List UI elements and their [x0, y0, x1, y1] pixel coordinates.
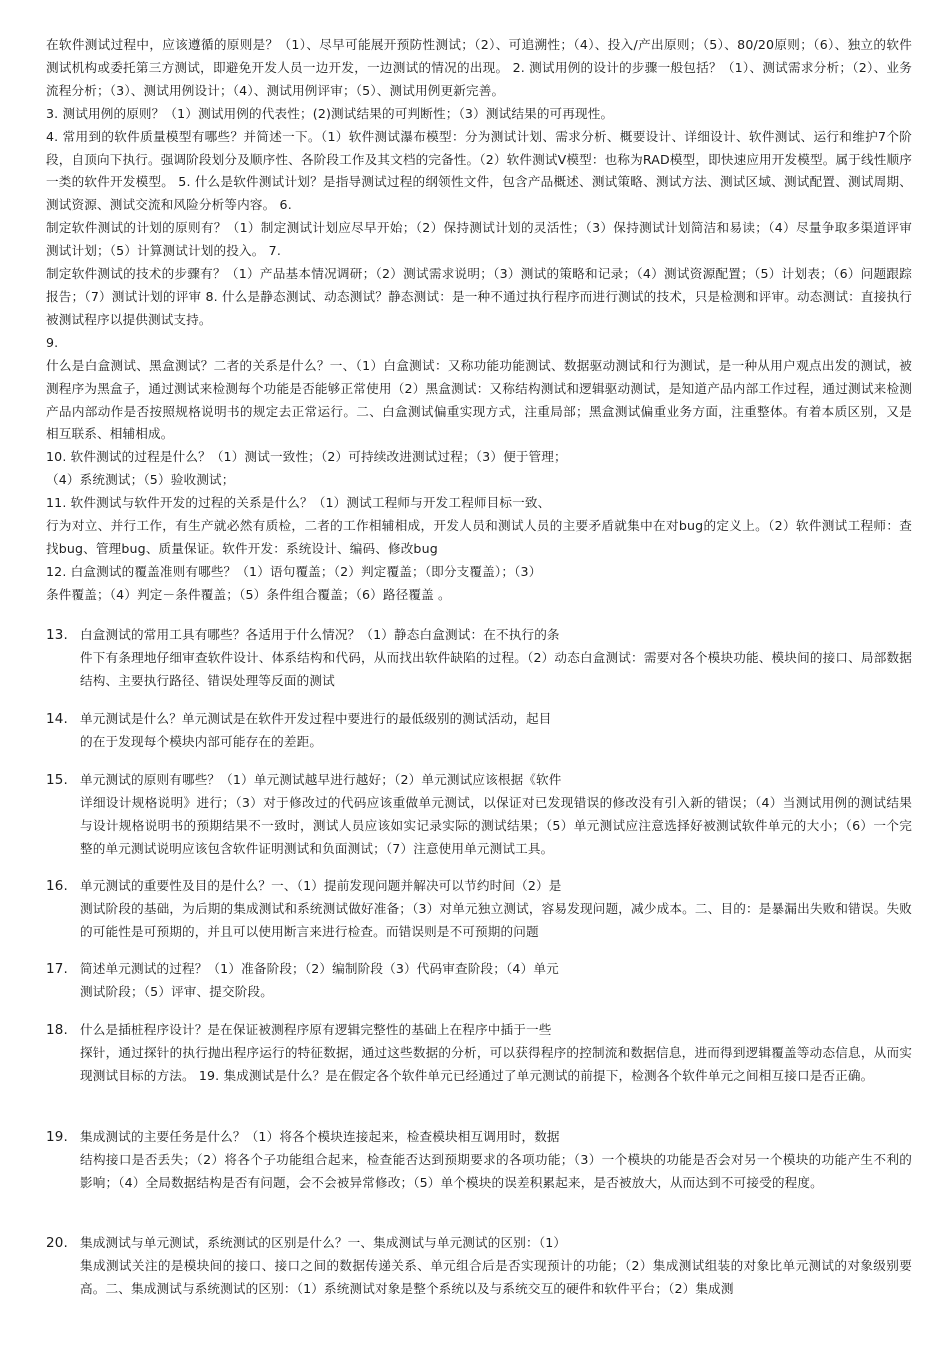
paragraph: 12. 白盒测试的覆盖准则有哪些？（1）语句覆盖；（2）判定覆盖；（即分支覆盖）；（3）: [46, 563, 542, 579]
paragraph: （4）系统测试；（5）验收测试；: [46, 472, 235, 488]
question-text: 的在于发现每个模块内部可能存在的差距。: [80, 733, 323, 749]
paragraph: 条件覆盖；（4）判定－条件覆盖；（5）条件组合覆盖；（6）路径覆盖 。: [46, 586, 451, 602]
question-first-line: 集成测试的主要任务是什么？（1）将各个模块连接起来，检查模块相互调用时，数据: [80, 1129, 560, 1144]
question-first-line: 单元测试是什么？单元测试是在软件开发过程中要进行的最低级别的测试活动，起目: [80, 711, 552, 726]
question-first-line: 单元测试的原则有哪些？（1）单元测试越早进行越好；（2）单元测试应该根据《软件: [80, 772, 562, 787]
question-first-line: 白盒测试的常用工具有哪些？各适用于什么情况？（1）静态白盒测试：在不执行的条: [80, 627, 560, 642]
paragraph: 10. 软件测试的过程是什么？（1）测试一致性；（2）可持续改进测试过程；（3）便于管理；: [46, 449, 567, 465]
question-number: 18.: [46, 1022, 68, 1038]
paragraph: 9.: [46, 334, 59, 350]
question-number: 15.: [46, 772, 68, 788]
question-item: [46, 1019, 912, 1088]
paragraph: 在软件测试过程中，应该遵循的原则是？（1）、尽早可能展开预防性测试；（2）、可追溯性；（4）、投入/产出原则；（5）、80/20原则；（6）、独立的软件测试机构或委托第三方测试，即避免开发人员一边开发，一边测试的情况的出现。 2. 测试用例的设计的步骤一般包括？（1）、测试需求分析；（2）、业务流程分析；（3）、测试用例设计；（4）、测试用例评审；（5）、测试用例更新完善。: [46, 37, 912, 98]
question-text: 探针，通过探针的执行抛出程序运行的特征数据，通过这些数据的分析，可以获得程序的控制流和数据信息，进而得到逻辑覆盖等动态信息，从而实现测试目标的方法。 19. 集成测试是什么？是在假定各个软件单元已经通过了单元测试的前提下，检测各个软件单元之间相互接口是否正确。: [80, 1044, 912, 1083]
paragraph: 11. 软件测试与软件开发的过程的关系是什么？（1）测试工程师与开发工程师目标一致、: [46, 495, 551, 511]
question-text: 详细设计规格说明》进行；（3）对于修改过的代码应该重做单元测试，以保证对已发现错误的修改没有引入新的错误；（4）当测试用例的测试结果与设计规格说明书的预期结果不一致时，测试人员应该如实记录实际的测试结果；（5）单元测试应注意选择好被测试软件单元的大小；（6）一个完整的单元测试说明应该包含软件证明测试和负面测试；（7）注意使用单元测试工具。: [80, 794, 912, 856]
paragraph: 4. 常用到的软件质量模型有哪些？并简述一下。（1）软件测试瀑布模型：分为测试计划、需求分析、概要设计、详细设计、软件测试、运行和维护7个阶段，自顶向下执行。强调阶段划分及顺序性、各阶段工作及其文档的完备性。（2）软件测试V模型：也称为RAD模型，即快速应用开发模型。属于线性顺序一类的软件开发模型。 5. 什么是软件测试计划？是指导测试过程的纲领性文件，包含产品概述、测试策略、测试方法、测试区域、测试配置、测试周期、测试资源、测试交流和风险分析等内容。 6.: [46, 128, 912, 213]
question-item: [46, 875, 912, 944]
question-first-line: 简述单元测试的过程？（1）准备阶段；（2）编制阶段（3）代码审查阶段；（4）单元: [80, 961, 559, 976]
paragraph: 行为对立、并行工作，有生产就必然有质检，二者的工作相辅相成，开发人员和测试人员的主要矛盾就集中在对bug的定义上。（2）软件测试工程师：查找bug、管理bug、质量保证。软件开发：系统设计、编码、修改bug: [46, 518, 912, 556]
question-item: [46, 769, 912, 861]
question-first-line: 什么是插桩程序设计？是在保证被测程序原有逻辑完整性的基础上在程序中插于一些: [80, 1022, 552, 1037]
question-number: 14.: [46, 711, 68, 727]
question-number: 20.: [46, 1235, 68, 1251]
question-item: [46, 958, 912, 1004]
question-text: 集成测试关注的是模块间的接口、接口之间的数据传递关系、单元组合后是否实现预计的功能；（2）集成测试组装的对象比单元测试的对象级别要高。二、集成测试与系统测试的区别：（1）系统测试对象是整个系统以及与系统交互的硬件和软件平台；（2）集成测: [80, 1257, 912, 1296]
question-text: 结构接口是否丢失；（2）将各个子功能组合起来，检查能否达到预期要求的各项功能；（3）一个模块的功能是否会对另一个模块的功能产生不利的影响；（4）全局数据结构是否有问题，会不会被异常修改；（5）单个模块的误差积累起来，是否被放大，从而达到不可接受的程度。: [80, 1151, 912, 1190]
question-item: [46, 1232, 912, 1301]
question-first-line: 集成测试与单元测试，系统测试的区别是什么？一、集成测试与单元测试的区别：（1）: [80, 1235, 567, 1250]
question-item: [46, 708, 912, 754]
question-item: [46, 624, 912, 693]
paragraph: 3. 测试用例的原则？（1）测试用例的代表性；(2)测试结果的可判断性；（3）测试结果的可再现性。: [46, 105, 614, 121]
question-number: 13.: [46, 627, 68, 643]
question-item: [46, 1126, 912, 1195]
intro-block: [46, 34, 912, 607]
question-number: 16.: [46, 878, 68, 894]
question-number: 19.: [46, 1129, 68, 1145]
question-number: 17.: [46, 961, 68, 977]
paragraph: 什么是白盒测试、黑盒测试？二者的关系是什么？一、（1）白盒测试：又称功能功能测试、数据驱动测试和行为测试，是一种从用户观点出发的测试，被测程序为黑盒子，通过测试来检测每个功能是否能够正常使用（2）黑盒测试：又称结构测试和逻辑驱动测试，是知道产品内部工作过程，通过测试来检测产品内部动作是否按照规格说明书的规定去正常运行。二、白盒测试偏重实现方式，注重局部；黑盒测试偏重业务方面，注重整体。有着本质区别，又是相互联系、相辅相成。: [46, 357, 912, 442]
paragraph: 制定软件测试的计划的原则有？（1）制定测试计划应尽早开始；（2）保持测试计划的灵活性；（3）保持测试计划简洁和易读；（4）尽量争取多渠道评审测试计划；（5）计算测试计划的投入。 7.: [46, 220, 912, 259]
question-text: 测试阶段；（5）评审、提交阶段。: [80, 983, 274, 999]
question-first-line: 单元测试的重要性及目的是什么？一、（1）提前发现问题并解决可以节约时间（2）是: [80, 878, 562, 893]
question-text: 测试阶段的基础，为后期的集成测试和系统测试做好准备；（3）对单元独立测试，容易发现问题，减少成本。二、目的：是暴漏出失败和错误。失败的可能性是可预期的，并且可以使用断言来进行检查。而错误则是不可预期的问题: [80, 900, 912, 939]
question-text: 件下有条理地仔细审查软件设计、体系结构和代码，从而找出软件缺陷的过程。（2）动态白盒测试：需要对各个模块功能、模块间的接口、局部数据结构、主要执行路径、错误处理等反面的测试: [80, 649, 912, 688]
paragraph: 制定软件测试的技术的步骤有？（1）产品基本情况调研；（2）测试需求说明；（3）测试的策略和记录；（4）测试资源配置；（5）计划表；（6）问题跟踪报告；（7）测试计划的评审 8. 什么是静态测试、动态测试？静态测试：是一种不通过执行程序而进行测试的技术，只是检测和评审。动态测试：直接执行被测试程序以提供测试支持。: [46, 266, 912, 327]
